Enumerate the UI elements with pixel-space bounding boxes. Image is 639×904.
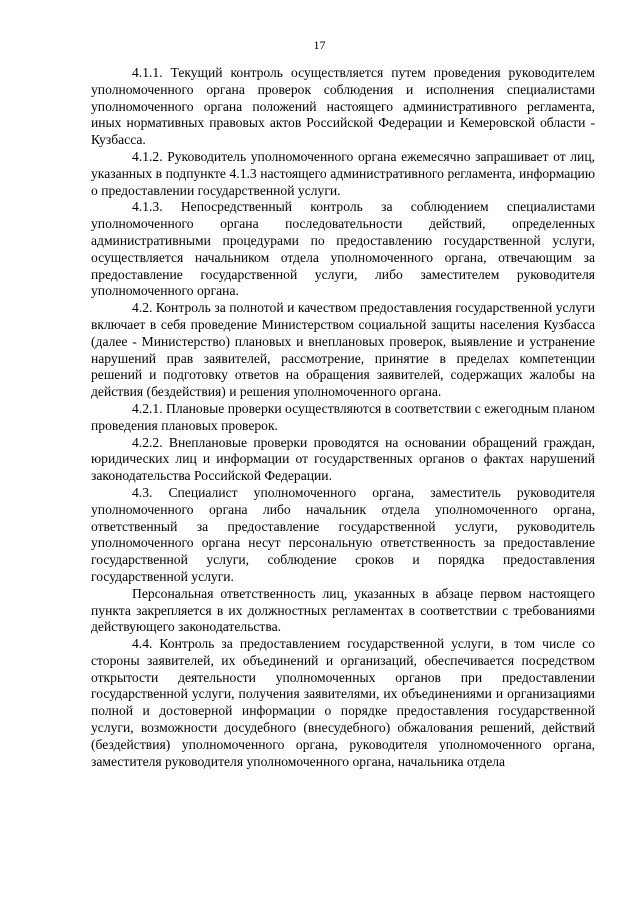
paragraph-personal-responsibility: Персональная ответственность лиц, указанных в абзаце первом настоящего пункта закрепляется в их должностных регламентах в соответствии с требованиями действующего законодательства. <box>91 585 595 635</box>
paragraph-4-1-2: 4.1.2. Руководитель уполномоченного органа ежемесячно запрашивает от лиц, указанных в подпункте 4.1.3 настоящего административного регламента, информацию о предоставлении государственной услуги. <box>91 148 595 198</box>
paragraph-4-2-2: 4.2.2. Внеплановые проверки проводятся на основании обращений граждан, юридических лиц и информации от государственных органов о фактах нарушений законодательства Российской Федерации. <box>91 434 595 484</box>
paragraph-4-2-1: 4.2.1. Плановые проверки осуществляются в соответствии с ежегодным планом проведения плановых проверок. <box>91 400 595 433</box>
paragraph-4-1-3: 4.1.3. Непосредственный контроль за соблюдением специалистами уполномоченного органа последовательности действий, определенных административными процедурами по предоставлению государственной услуги, осуществляется начальником отдела уполномоченного органа, отвечающим за предоставление государственной услуги, либо заместителем руководителя уполномоченного органа. <box>91 199 595 299</box>
paragraph-4-2: 4.2. Контроль за полнотой и качеством предоставления государственной услуги включает в себя проведение Министерством социальной защиты населения Кузбасса (далее - Министерство) плановых и внеплановых проверок, выявление и устранение нарушений прав заявителей, рассмотрение, принятие в пределах компетенции решений и подготовку ответов на обращения заявителей, содержащих жалобы на действия (бездействия) и решения уполномоченного органа. <box>91 300 595 400</box>
paragraph-4-3: 4.3. Специалист уполномоченного органа, заместитель руководителя уполномоченного органа либо начальник отдела уполномоченного органа, ответственный за предоставление государственной услуги, руководитель уполномоченного органа несут персональную ответственность за предоставление государственной услуги, соблюдение сроков и порядка предоставления государственной услуги. <box>91 484 595 584</box>
paragraph-4-1-1: 4.1.1. Текущий контроль осуществляется путем проведения руководителем уполномоченного органа проверок соблюдения и исполнения специалистами уполномоченного органа положений настоящего административного регламента, иных нормативных правовых актов Российской Федерации и Кемеровской области - Кузбасса. <box>91 65 595 148</box>
document-body <box>91 65 595 770</box>
paragraph-4-4: 4.4. Контроль за предоставлением государственной услуги, в том числе со стороны заявителей, их объединений и организаций, обеспечивается посредством открытости деятельности уполномоченных органов при предоставлении государственной услуги, получения заявителями, их объединениями и организациями полной и достоверной информации о порядке предоставления государственной услуги, возможности досудебного (внесудебного) обжалования решений, действий (бездействия) уполномоченного органа, руководителя уполномоченного органа, заместителя руководителя уполномоченного органа, начальника отдела <box>91 636 595 769</box>
page-number: 17 <box>313 38 326 52</box>
